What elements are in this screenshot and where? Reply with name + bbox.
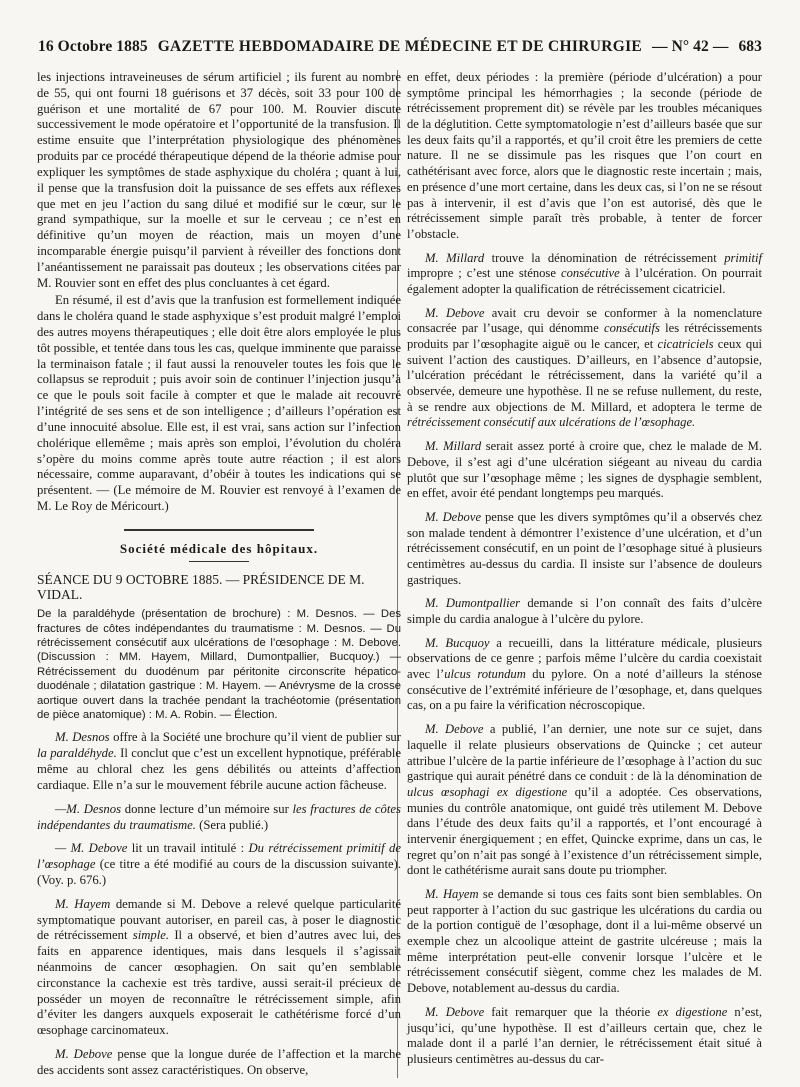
speaker-name: M. Hayem xyxy=(55,896,111,911)
left-column xyxy=(37,70,401,1079)
text-italic: consécutive xyxy=(560,266,620,281)
text-run: ceux qui suivent l’action des caustiques. D’ailleurs, en l’absence d’autopsie, l’ulcération précédant le rétrécissement, dans la variété qu’il a observée, demeure une hypothèse. Il ne se refuse nullement, du reste, à se rendre aux objections de M. Millard, et adoptera le terme de xyxy=(407,337,762,414)
paragraph xyxy=(37,802,401,834)
heading-rule-short xyxy=(189,561,249,562)
text-run: donne lecture d’un mémoire sur xyxy=(121,801,293,816)
society-name: Société médicale des hôpitaux. xyxy=(119,540,319,556)
text-run: fait remarquer que la théorie xyxy=(484,1004,658,1019)
speaker-name: M. Debove xyxy=(425,722,484,737)
text-run: (ce titre a été modifié au cours de la discussion suivante). (Voy. p. 676.) xyxy=(37,857,401,887)
text-run: Il conclut que c’est un excellent hypnotique, préférable même au chloral chez les gens débilités ou atteints d’affection cardiaque. Elle n’a sur le mouvement fébrile aucune action fâcheuse. xyxy=(37,746,401,792)
text-run: à l’ulcération. On pourrait également adopter la qualification de rétrécissement cicatriciel. xyxy=(407,266,762,296)
paragraph xyxy=(407,306,762,432)
text-run: du pylore. On a noté d’ailleurs la sténose consécutive de l’extrémité inférieure de l’œsophage, et, dans quelques cas, on a pu faire la vérification nécroscopique. xyxy=(407,667,762,713)
text-run: Il a observé, et bien d’autres avec lui, des faits en apparence identiques, mais dans lesquels il s’agissait néanmoins de cancer œsophagien. On sait qu’en semblable circonstance la cachexie est très tardive, aussi serait-il précieux de posséder un moyen de reconnaître le rétrécissement simple, afin d’éviter les dangers auxquels exposerait le cathétérisme forcé d’un œsophage carcinomateux. xyxy=(37,928,401,1038)
paragraph xyxy=(37,1047,401,1079)
text-run: qu’il a adoptée. Ces observations, munies du contrôle anatomique, ont guidé très utilement M. Debove dans l’étude des deux faits qu’il a rapportés, et l’ont encouragé à intervenir énergiquement ; en effet, Quincke exprime, dans un cas, le regret qu’on n’ait pas songé à l’existence d’un rétrécissement simple, dont le cathétérisme aurait sans doute pu triompher. xyxy=(407,784,763,878)
header-date: 16 Octobre 1885 xyxy=(38,38,148,55)
text-italic: ulcus œsophagi ex digestione xyxy=(407,784,568,799)
text-run: les rétrécissements produits par l’œsophagite aiguë ou le cancer, et xyxy=(407,321,762,351)
text-italic: consécutifs xyxy=(604,321,660,336)
speaker-name: M. Millard xyxy=(425,439,482,454)
text-italic: simple. xyxy=(132,928,170,943)
speaker-name: M. Debove xyxy=(55,1047,113,1062)
text-run: avait cru devoir se conformer à la nomenclature consacrée par l’usage, qui dénomme xyxy=(407,305,762,336)
paragraph xyxy=(407,439,762,502)
text-run: impropre ; c’est une sténose xyxy=(407,266,561,281)
paragraph xyxy=(37,841,401,888)
paragraph: les injections intraveineuses de sérum artificiel ; ils furent au nombre de 55, qui ont fourni 18 guérisons et 37 décès, soit 33 pour 100 de guérison et une mortalité de 67 pour 100. M. Rouvier discute successivement le mode opératoire et l’opportunité de la transfusion. Il estime ensuite que l’interprétation physiologique des phénomènes produits par ce procédé thérapeutique dépend de la théorie admise pour expliquer les symptômes de stade asphyxique du choléra ; quant à lui, il pense que la transfusion doit la puissance de ses effets aux réflexes que met en jeu l’action du sang dilué et modifié sur le cœur, sur le grand sympathique, sur la moelle et sur le cerveau ; ce n’est en définitive qu’un moyen de réaction, mais un moyen d’une incomparable énergie puisqu’il parvient à réveiller des fonctions dont l’anéantissement ne paraissait pas douteux ; les observations citées par M. Rouvier sont en effet des plus concluantes à cet égard. xyxy=(37,70,401,290)
text-italic: ulcus rotundum xyxy=(444,667,526,682)
speaker-name: M. Debove xyxy=(425,305,485,320)
paragraph xyxy=(407,510,762,588)
speaker-name: M. Dumontpallier xyxy=(425,596,521,611)
text-run: a recueilli, dans la littérature médicale, plusieurs observations de ce genre ; parfois même l’ulcère du cardia coexistait avec l’ xyxy=(407,635,762,682)
heading-rule xyxy=(124,529,314,531)
speaker-name: M. Debove xyxy=(425,509,482,524)
paragraph: en effet, deux périodes : la première (période d’ulcération) a pour symptôme principal les hémorrhagies ; la seconde (période de rétrécissement proprement dit) se révèle par les troubles mécaniques de la déglutition. Cette symptomatologie n’est d’ailleurs basée que sur les deux faits qu’il a rapportés, et qu’il croit être les premiers de cette nature. Il ne se dissimule pas les risques que l’on court en cathétérisant avec force, alors que le diagnostic reste incertain ; mais, en présence d’une mort certaine, dans les deux cas, si l’on ne se résout pas à intervenir, il est d’avis que l’on est autorisé, dès que le rétrécissement simple paraît très probable, à tenter de forcer l’obstacle. xyxy=(407,70,762,241)
paragraph xyxy=(407,251,762,298)
text-italic: ex digestione xyxy=(657,1004,728,1019)
text-run: serait assez porté à croire que, chez le malade de M. Debove, il s’est agi d’une ulcération siégeant au niveau du cardia plutôt que sur l’œsophage même ; les signes de dysphagie semblent, en effet, avoir été pendant longtemps peu marqués. xyxy=(407,439,762,501)
paragraph xyxy=(407,887,762,997)
text-italic: rétrécissement consécutif aux ulcérations de l’œsophage. xyxy=(407,415,696,430)
text-run: pense que les divers symptômes qu’il a observés chez son malade tendent à démontrer l’existence d’une ulcération, et d’un rétrécissement consécutif, en un point de l’œsophage situé à plusieurs centimètres au-dessus du cardia. Il insiste sur l’absence de douleurs gastriques. xyxy=(407,509,763,587)
session-line: SÉANCE DU 9 OCTOBRE 1885. — PRÉSIDENCE DE M. VIDAL. xyxy=(37,571,365,603)
paragraph xyxy=(407,1005,762,1068)
speaker-name: M. Millard xyxy=(425,250,485,265)
text-italic: la paraldéhyde. xyxy=(37,746,117,761)
text-run: se demande si tous ces faits sont bien semblables. On peut rapporter à l’action du suc gastrique les ulcérations du cardia ou de la portion contiguë de l’œsophage, dont il a lui-même observé un exemple chez un alcoolique atteint de gastrite ulcéreuse ; mais la même interprétation peut-elle convenir lorsque l’ulcère et le rétrécissement consécutif siègent, comme chez les malades de M. Debove, notablement au-dessus du cardia. xyxy=(407,887,762,996)
speaker-name: —M. Desnos xyxy=(55,801,122,816)
section-heading xyxy=(37,529,401,562)
text-run: lit un travail intitulé : xyxy=(127,841,249,856)
paragraph xyxy=(37,897,401,1039)
text-run: (Sera publié.) xyxy=(195,817,269,832)
issue-number: — N° 42 — xyxy=(652,38,729,55)
paragraph xyxy=(407,636,762,714)
text-run: trouve la dénomination de rétrécissement xyxy=(484,250,725,265)
text-italic: primitif xyxy=(724,250,762,265)
session-summary: De la paraldéhyde (présentation de brochure) : M. Desnos. — Des fractures de côtes indépendantes du traumatisme : M. Desnos. — Du rétrécissement consécutif aux ulcérations de l’œsophage : M. Debove. (Discussion : MM. Hayem, Millard, Dumontpallier, Bucquoy.) — Rétrécissement du duodénum par péritonite circonscrite hépatico-duodénale ; dilatation gastrique : M. Hayem. — Anévrysme de la crosse aortique ouvert dans la trachée pendant la trachéotomie (présentation de pièce anatomique) : M. A. Robin. — Élection. xyxy=(37,608,401,722)
right-column xyxy=(407,70,762,1068)
paragraph xyxy=(37,730,401,793)
text-run: demande si M. Debove a relevé quelque particularité symptomatique pouvant autoriser, en pareil cas, à poser le diagnostic de rétrécissement xyxy=(37,896,401,943)
text-run: a publié, l’an dernier, une note sur ce sujet, dans laquelle il relate plusieurs observations de Quincke ; cet auteur attribue l’ulcère de la partie inférieure de l’œsophage à l’action du suc gastrique qui aurait pénétré dans ce conduit : de là la dénomination de xyxy=(407,722,762,784)
paragraph xyxy=(407,596,762,627)
text-run: demande si l’on connaît des faits d’ulcère simple du cardia analogue à l’ulcère du pylore. xyxy=(407,596,763,626)
speaker-name: M. Bucquoy xyxy=(425,635,490,650)
text-run: n’est, jusqu’ici, qu’une hypothèse. Il est d’ailleurs certain que, chez le malade dont il a parlé l’an dernier, le rétrécissement était situé à plusieurs centimètres au-dessus du car- xyxy=(407,1004,763,1066)
text-run: offre à la Société une brochure qu’il vient de publier sur xyxy=(109,730,401,745)
speaker-name: M. Hayem xyxy=(425,887,479,901)
text-italic: cicatriciels xyxy=(657,337,714,351)
text-italic: les fractures de côtes indépendantes du traumatisme. xyxy=(37,801,401,832)
paragraph: En résumé, il est d’avis que la tranfusion est formellement indiquée dans le choléra quand le stade asphyxique s’est produit malgré l’emploi des autres moyens thérapeutiques ; elle doit être alors employée le plus tôt possible, et tentée dans tous les cas, quelque imminente que paraisse la terminaison fatale ; il faut aussi la renouveler toutes les fois que le collapsus se reproduit ; puis avoir soin de continuer l’injection jusqu’à ce que le pouls soit facile à compter et que le malade ait recouvré l’intégrité de ses sens et de son intelligence ; d’ailleurs l’opération est d’une innocuité absolue. Elle est, il est vrai, sans action sur l’infection cholérique ellemême ; mais après son emploi, l’évolution du choléra s’opère du moins comme après toute autre réaction ; il est alors nécessaire, comme auparavant, d’obéir à toutes les indications qui se présentent. — (Le mémoire de M. Rouvier est renvoyé à l’examen de M. Le Roy de Méricourt.) xyxy=(37,293,401,513)
journal-title: GAZETTE HEBDOMADAIRE DE MÉDECINE ET DE CHIRURGIE xyxy=(157,38,643,55)
speaker-name: M. Desnos xyxy=(55,730,110,745)
running-header xyxy=(38,38,762,60)
text-italic: Du rétrécissement primitif de l’œsophage xyxy=(37,841,402,872)
page-number: 683 xyxy=(738,38,762,55)
speaker-name: M. Debove xyxy=(425,1004,485,1019)
paragraph xyxy=(407,722,762,879)
speaker-name: — M. Debove xyxy=(55,841,128,856)
text-run: pense que la longue durée de l’affection et la marche des accidents sont assez caractéristiques. On observe, xyxy=(37,1047,401,1077)
